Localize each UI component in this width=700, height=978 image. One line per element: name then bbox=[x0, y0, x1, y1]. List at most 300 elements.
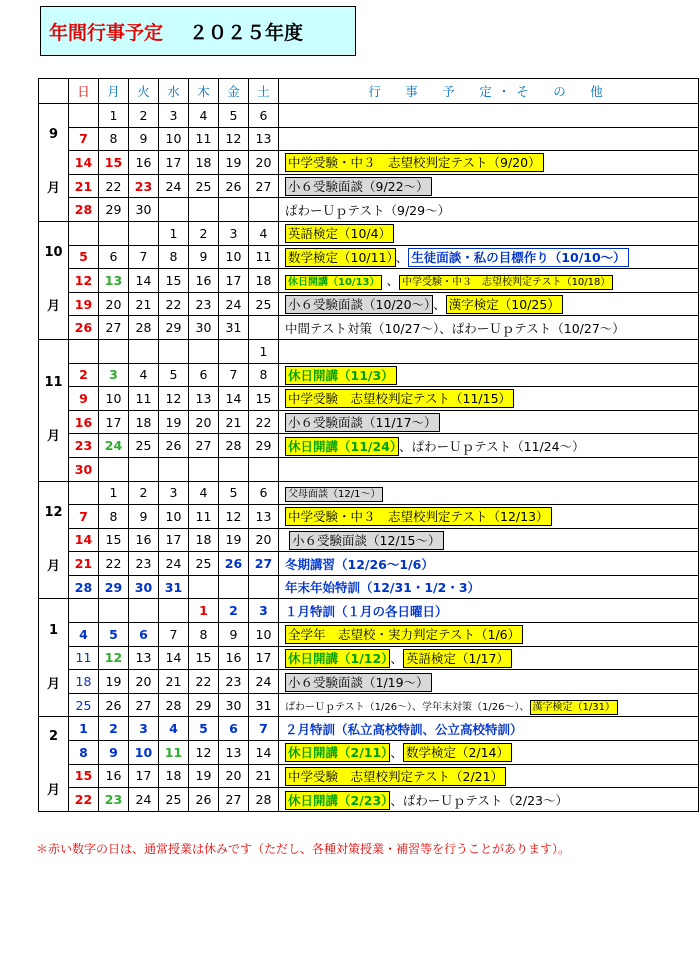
day-cell: 17 bbox=[129, 764, 159, 788]
day-cell: 24 bbox=[99, 434, 129, 458]
event-item: 生徒面談・私の目標作り（10/10～） bbox=[408, 248, 628, 267]
day-cell: 26 bbox=[189, 788, 219, 812]
day-cell: 28 bbox=[249, 788, 279, 812]
day-cell: 4 bbox=[249, 221, 279, 245]
day-cell: 18 bbox=[189, 151, 219, 175]
event-item: 冬期講習（12/26～1/6） bbox=[285, 556, 434, 572]
day-cell: 20 bbox=[249, 528, 279, 552]
week-row bbox=[39, 670, 699, 694]
event-cell bbox=[279, 693, 699, 717]
day-cell: 27 bbox=[99, 316, 129, 340]
week-row bbox=[39, 575, 699, 599]
day-cell: 28 bbox=[69, 575, 99, 599]
event-item: 数学検定（10/11） bbox=[285, 248, 396, 267]
day-cell: 11 bbox=[249, 245, 279, 269]
day-cell: 24 bbox=[159, 174, 189, 198]
day-cell: 2 bbox=[219, 599, 249, 623]
day-cell: 3 bbox=[129, 717, 159, 741]
event-cell bbox=[279, 410, 699, 434]
event-item: 小６受験面談（11/17～） bbox=[285, 413, 440, 432]
day-cell: 24 bbox=[129, 788, 159, 812]
day-cell: 25 bbox=[69, 693, 99, 717]
empty-day-cell bbox=[159, 599, 189, 623]
week-row bbox=[39, 434, 699, 458]
day-cell: 4 bbox=[69, 623, 99, 647]
day-cell: 24 bbox=[249, 670, 279, 694]
event-item: ぱわーＵｐテスト（9/29～） bbox=[285, 202, 451, 218]
day-cell: 21 bbox=[159, 670, 189, 694]
event-item: 休日開講（1/12） bbox=[285, 649, 390, 668]
week-row bbox=[39, 646, 699, 670]
day-cell: 19 bbox=[189, 764, 219, 788]
day-cell: 1 bbox=[99, 104, 129, 128]
day-cell: 16 bbox=[99, 764, 129, 788]
event-item: 休日開講（11/3） bbox=[285, 366, 397, 385]
day-cell: 5 bbox=[219, 481, 249, 505]
day-cell: 20 bbox=[249, 151, 279, 175]
week-row bbox=[39, 457, 699, 481]
event-cell bbox=[279, 151, 699, 175]
event-item: 中学受験・中３ 志望校判定テスト（9/20） bbox=[285, 153, 544, 172]
month-label: 2 月 bbox=[39, 717, 69, 811]
month-label: 10 月 bbox=[39, 221, 69, 339]
month-label: 12 月 bbox=[39, 481, 69, 599]
day-cell: 2 bbox=[99, 717, 129, 741]
event-item: 数学検定（2/14） bbox=[403, 743, 512, 762]
day-cell: 12 bbox=[219, 127, 249, 151]
day-cell: 4 bbox=[159, 717, 189, 741]
header-mon: 月 bbox=[99, 79, 129, 104]
day-cell: 10 bbox=[249, 623, 279, 647]
day-cell: 23 bbox=[219, 670, 249, 694]
day-cell: 23 bbox=[99, 788, 129, 812]
day-cell: 20 bbox=[129, 670, 159, 694]
day-cell: 6 bbox=[249, 481, 279, 505]
day-cell: 1 bbox=[159, 221, 189, 245]
empty-day-cell bbox=[99, 339, 129, 363]
event-cell bbox=[279, 221, 699, 245]
day-cell: 18 bbox=[69, 670, 99, 694]
week-row bbox=[39, 127, 699, 151]
week-row bbox=[39, 741, 699, 765]
day-cell: 29 bbox=[99, 575, 129, 599]
day-cell: 14 bbox=[69, 151, 99, 175]
day-cell: 10 bbox=[99, 387, 129, 411]
day-cell: 17 bbox=[99, 410, 129, 434]
day-cell: 3 bbox=[219, 221, 249, 245]
day-cell: 13 bbox=[129, 646, 159, 670]
day-cell: 15 bbox=[189, 646, 219, 670]
event-item: 漢字検定（10/25） bbox=[446, 295, 563, 314]
day-cell: 2 bbox=[189, 221, 219, 245]
day-cell: 10 bbox=[159, 127, 189, 151]
empty-day-cell bbox=[189, 575, 219, 599]
empty-day-cell bbox=[69, 339, 99, 363]
day-cell: 4 bbox=[129, 363, 159, 387]
day-cell: 9 bbox=[189, 245, 219, 269]
event-item: 全学年 志望校・実力判定テスト（1/6） bbox=[285, 625, 523, 644]
event-cell: 休日開講（10/13） 、 中学受験・中３ 志望校判定テスト（10/18） bbox=[279, 269, 699, 293]
empty-day-cell bbox=[219, 339, 249, 363]
day-cell: 31 bbox=[159, 575, 189, 599]
week-row bbox=[39, 764, 699, 788]
event-cell bbox=[279, 174, 699, 198]
day-cell: 30 bbox=[189, 316, 219, 340]
event-item: 休日開講（2/23） bbox=[285, 791, 390, 810]
event-cell: 休日開講（2/11） 、 数学検定（2/14） bbox=[279, 741, 699, 765]
empty-day-cell bbox=[129, 339, 159, 363]
day-cell: 23 bbox=[69, 434, 99, 458]
day-cell: 13 bbox=[189, 387, 219, 411]
week-row bbox=[39, 221, 699, 245]
empty-day-cell bbox=[219, 457, 249, 481]
day-cell: 29 bbox=[159, 316, 189, 340]
event-cell bbox=[279, 505, 699, 529]
day-cell: 5 bbox=[219, 104, 249, 128]
week-row bbox=[39, 151, 699, 175]
week-row bbox=[39, 599, 699, 623]
day-cell: 28 bbox=[129, 316, 159, 340]
title-box bbox=[40, 6, 356, 56]
week-row bbox=[39, 387, 699, 411]
day-cell: 31 bbox=[249, 693, 279, 717]
empty-day-cell bbox=[189, 457, 219, 481]
day-cell: 20 bbox=[99, 292, 129, 316]
empty-day-cell bbox=[219, 198, 249, 222]
empty-day-cell bbox=[249, 316, 279, 340]
day-cell: 13 bbox=[249, 505, 279, 529]
day-cell: 30 bbox=[129, 198, 159, 222]
event-item: 漢字検定（1/31） bbox=[530, 700, 618, 715]
day-cell: 3 bbox=[249, 599, 279, 623]
day-cell: 28 bbox=[219, 434, 249, 458]
day-cell: 23 bbox=[189, 292, 219, 316]
day-cell: 7 bbox=[129, 245, 159, 269]
event-cell bbox=[279, 575, 699, 599]
empty-day-cell bbox=[159, 339, 189, 363]
day-cell: 16 bbox=[129, 528, 159, 552]
event-item: 、ぱわーＵｐテスト（2/23～） bbox=[390, 792, 568, 808]
header-events: 行 事 予 定・そ の 他 bbox=[279, 79, 699, 104]
calendar-table bbox=[38, 78, 699, 812]
day-cell: 12 bbox=[69, 269, 99, 293]
day-cell: 3 bbox=[159, 481, 189, 505]
day-cell: 11 bbox=[159, 741, 189, 765]
day-cell: 18 bbox=[249, 269, 279, 293]
day-cell: 29 bbox=[249, 434, 279, 458]
day-cell: 1 bbox=[189, 599, 219, 623]
week-row bbox=[39, 174, 699, 198]
day-cell: 20 bbox=[189, 410, 219, 434]
event-item: 休日開講（11/24） bbox=[285, 437, 399, 456]
day-cell: 8 bbox=[99, 127, 129, 151]
day-cell: 19 bbox=[159, 410, 189, 434]
event-item: ２月特訓（私立高校特訓、公立高校特訓） bbox=[285, 721, 523, 737]
empty-day-cell bbox=[189, 198, 219, 222]
day-cell: 1 bbox=[69, 717, 99, 741]
empty-day-cell bbox=[69, 221, 99, 245]
day-cell: 14 bbox=[249, 741, 279, 765]
day-cell: 17 bbox=[159, 528, 189, 552]
day-cell: 23 bbox=[129, 552, 159, 576]
day-cell: 7 bbox=[249, 717, 279, 741]
week-row bbox=[39, 292, 699, 316]
week-row bbox=[39, 528, 699, 552]
day-cell: 6 bbox=[219, 717, 249, 741]
day-cell: 29 bbox=[99, 198, 129, 222]
day-cell: 7 bbox=[69, 127, 99, 151]
empty-day-cell bbox=[69, 104, 99, 128]
day-cell: 15 bbox=[159, 269, 189, 293]
day-cell: 14 bbox=[129, 269, 159, 293]
event-item: 年末年始特訓（12/31・1/2・3） bbox=[285, 580, 481, 596]
event-cell bbox=[279, 339, 699, 363]
day-cell: 22 bbox=[159, 292, 189, 316]
day-cell: 5 bbox=[99, 623, 129, 647]
footnote: ＊赤い数字の日は、通常授業は休みです（ただし、各種対策授業・補習等を行うことがあります）。 bbox=[36, 842, 571, 856]
day-cell: 27 bbox=[129, 693, 159, 717]
day-cell: 21 bbox=[69, 552, 99, 576]
day-cell: 11 bbox=[189, 505, 219, 529]
day-cell: 15 bbox=[69, 764, 99, 788]
day-cell: 8 bbox=[189, 623, 219, 647]
day-cell: 14 bbox=[159, 646, 189, 670]
empty-day-cell bbox=[69, 599, 99, 623]
day-cell: 25 bbox=[249, 292, 279, 316]
day-cell: 6 bbox=[249, 104, 279, 128]
day-cell: 26 bbox=[99, 693, 129, 717]
empty-day-cell bbox=[219, 575, 249, 599]
day-cell: 25 bbox=[159, 788, 189, 812]
day-cell: 27 bbox=[219, 788, 249, 812]
week-row bbox=[39, 363, 699, 387]
event-cell bbox=[279, 788, 699, 812]
day-cell: 5 bbox=[69, 245, 99, 269]
day-cell: 2 bbox=[129, 104, 159, 128]
event-cell bbox=[279, 599, 699, 623]
day-cell: 22 bbox=[69, 788, 99, 812]
event-item: 小６受験面談（9/22～） bbox=[285, 177, 432, 196]
week-row bbox=[39, 410, 699, 434]
day-cell: 11 bbox=[69, 646, 99, 670]
header-row bbox=[39, 79, 699, 104]
event-cell bbox=[279, 717, 699, 741]
event-cell: 小６受験面談（10/20～） 、 漢字検定（10/25） bbox=[279, 292, 699, 316]
week-row bbox=[39, 316, 699, 340]
event-cell bbox=[279, 127, 699, 151]
day-cell: 19 bbox=[99, 670, 129, 694]
day-cell: 17 bbox=[249, 646, 279, 670]
event-cell bbox=[279, 387, 699, 411]
event-item: 休日開講（10/13） bbox=[285, 275, 382, 290]
day-cell: 17 bbox=[159, 151, 189, 175]
day-cell: 12 bbox=[159, 387, 189, 411]
day-cell: 13 bbox=[219, 741, 249, 765]
day-cell: 22 bbox=[99, 552, 129, 576]
event-item: 中学受験 志望校判定テスト（11/15） bbox=[285, 389, 514, 408]
day-cell: 9 bbox=[99, 741, 129, 765]
day-cell: 21 bbox=[249, 764, 279, 788]
day-cell: 24 bbox=[219, 292, 249, 316]
event-cell: 数学検定（10/11） 、 生徒面談・私の目標作り（10/10～） bbox=[279, 245, 699, 269]
header-tue: 火 bbox=[129, 79, 159, 104]
empty-day-cell bbox=[249, 575, 279, 599]
day-cell: 21 bbox=[69, 174, 99, 198]
day-cell: 28 bbox=[159, 693, 189, 717]
day-cell: 4 bbox=[189, 104, 219, 128]
empty-day-cell bbox=[129, 457, 159, 481]
day-cell: 20 bbox=[219, 764, 249, 788]
day-cell: 26 bbox=[69, 316, 99, 340]
event-item: 父母面談（12/1～） bbox=[285, 487, 383, 502]
day-cell: 26 bbox=[219, 174, 249, 198]
event-item: １月特訓（１月の各日曜日） bbox=[285, 603, 448, 619]
day-cell: 25 bbox=[129, 434, 159, 458]
empty-day-cell bbox=[99, 599, 129, 623]
day-cell: 14 bbox=[69, 528, 99, 552]
day-cell: 16 bbox=[189, 269, 219, 293]
day-cell: 7 bbox=[159, 623, 189, 647]
day-cell: 31 bbox=[219, 316, 249, 340]
event-item: 中間テスト対策（10/27～）、ぱわーＵｐテスト（10/27～） bbox=[285, 320, 625, 336]
day-cell: 22 bbox=[249, 410, 279, 434]
day-cell: 28 bbox=[69, 198, 99, 222]
event-item: 中学受験 志望校判定テスト（2/21） bbox=[285, 767, 506, 786]
day-cell: 11 bbox=[129, 387, 159, 411]
event-cell bbox=[279, 623, 699, 647]
day-cell: 16 bbox=[219, 646, 249, 670]
empty-day-cell bbox=[129, 221, 159, 245]
header-wed: 水 bbox=[159, 79, 189, 104]
day-cell: 27 bbox=[189, 434, 219, 458]
day-cell: 30 bbox=[69, 457, 99, 481]
day-cell: 21 bbox=[129, 292, 159, 316]
week-row bbox=[39, 339, 699, 363]
day-cell: 22 bbox=[99, 174, 129, 198]
day-cell: 6 bbox=[129, 623, 159, 647]
day-cell: 30 bbox=[219, 693, 249, 717]
day-cell: 27 bbox=[249, 552, 279, 576]
day-cell: 26 bbox=[159, 434, 189, 458]
day-cell: 2 bbox=[129, 481, 159, 505]
day-cell: 1 bbox=[249, 339, 279, 363]
day-cell: 4 bbox=[189, 481, 219, 505]
event-item: 、ぱわーＵｐテスト（11/24～） bbox=[399, 438, 585, 454]
event-item: 英語検定（10/4） bbox=[285, 224, 394, 243]
day-cell: 8 bbox=[69, 741, 99, 765]
day-cell: 11 bbox=[189, 127, 219, 151]
day-cell: 3 bbox=[99, 363, 129, 387]
week-row bbox=[39, 505, 699, 529]
week-row bbox=[39, 269, 699, 293]
empty-day-cell bbox=[189, 339, 219, 363]
day-cell: 7 bbox=[219, 363, 249, 387]
empty-day-cell bbox=[159, 198, 189, 222]
day-cell: 29 bbox=[189, 693, 219, 717]
day-cell: 25 bbox=[189, 174, 219, 198]
header-sat: 土 bbox=[249, 79, 279, 104]
event-cell bbox=[279, 670, 699, 694]
day-cell: 7 bbox=[69, 505, 99, 529]
day-cell: 12 bbox=[189, 741, 219, 765]
month-label: 9 月 bbox=[39, 104, 69, 222]
week-row bbox=[39, 198, 699, 222]
header-sun: 日 bbox=[69, 79, 99, 104]
day-cell: 6 bbox=[99, 245, 129, 269]
empty-day-cell bbox=[129, 599, 159, 623]
empty-day-cell bbox=[99, 457, 129, 481]
day-cell: 6 bbox=[189, 363, 219, 387]
day-cell: 9 bbox=[219, 623, 249, 647]
empty-day-cell bbox=[249, 457, 279, 481]
day-cell: 16 bbox=[129, 151, 159, 175]
day-cell: 5 bbox=[189, 717, 219, 741]
event-cell bbox=[279, 316, 699, 340]
week-row bbox=[39, 245, 699, 269]
event-item: 小６受験面談（10/20～） bbox=[285, 295, 433, 314]
event-cell bbox=[279, 457, 699, 481]
day-cell: 9 bbox=[69, 387, 99, 411]
day-cell: 19 bbox=[219, 151, 249, 175]
week-row bbox=[39, 623, 699, 647]
day-cell: 21 bbox=[219, 410, 249, 434]
event-item: 小６受験面談（1/19～） bbox=[285, 673, 432, 692]
day-cell: 16 bbox=[69, 410, 99, 434]
day-cell: 17 bbox=[219, 269, 249, 293]
day-cell: 1 bbox=[99, 481, 129, 505]
event-cell bbox=[279, 552, 699, 576]
week-row bbox=[39, 693, 699, 717]
week-row bbox=[39, 552, 699, 576]
month-label: 1 月 bbox=[39, 599, 69, 717]
day-cell: 8 bbox=[249, 363, 279, 387]
event-cell bbox=[279, 528, 699, 552]
day-cell: 2 bbox=[69, 363, 99, 387]
day-cell: 10 bbox=[129, 741, 159, 765]
day-cell: 9 bbox=[129, 505, 159, 529]
day-cell: 10 bbox=[219, 245, 249, 269]
day-cell: 15 bbox=[249, 387, 279, 411]
day-cell: 15 bbox=[99, 528, 129, 552]
day-cell: 12 bbox=[219, 505, 249, 529]
day-cell: 19 bbox=[219, 528, 249, 552]
day-cell: 14 bbox=[219, 387, 249, 411]
header-fri: 金 bbox=[219, 79, 249, 104]
empty-day-cell bbox=[249, 198, 279, 222]
event-cell bbox=[279, 764, 699, 788]
day-cell: 19 bbox=[69, 292, 99, 316]
week-row bbox=[39, 481, 699, 505]
event-cell: 休日開講（1/12） 、 英語検定（1/17） bbox=[279, 646, 699, 670]
day-cell: 24 bbox=[159, 552, 189, 576]
page-title: 年間行事予定 bbox=[49, 21, 164, 44]
event-item: ぱわーＵｐテスト（1/26～）、学年末対策（1/26～）、 bbox=[285, 701, 530, 713]
event-cell bbox=[279, 481, 699, 505]
day-cell: 30 bbox=[129, 575, 159, 599]
day-cell: 26 bbox=[219, 552, 249, 576]
day-cell: 15 bbox=[99, 151, 129, 175]
day-cell: 10 bbox=[159, 505, 189, 529]
day-cell: 18 bbox=[159, 764, 189, 788]
event-cell bbox=[279, 198, 699, 222]
empty-day-cell bbox=[69, 481, 99, 505]
week-row bbox=[39, 104, 699, 128]
day-cell: 25 bbox=[189, 552, 219, 576]
event-item: 英語検定（1/17） bbox=[403, 649, 512, 668]
event-item: 中学受験・中３ 志望校判定テスト（12/13） bbox=[285, 507, 552, 526]
empty-day-cell bbox=[159, 457, 189, 481]
week-row bbox=[39, 788, 699, 812]
